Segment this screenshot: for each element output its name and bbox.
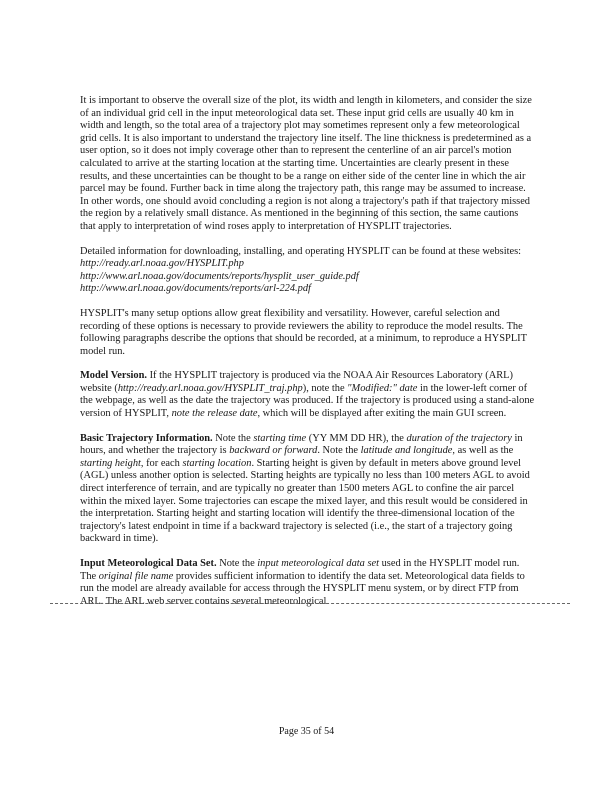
paragraph-basic-trajectory: Basic Trajectory Information. Note the starting time (YY MM DD HR), the duration of the trajectory in hours, and whether the trajectory is backward or forward. Note the latitude and longitude, as well as the starting height, for each starting location. Starting height is given by default in meters above ground level (AGL) unless another option is selected. Starting heights are typically no less than 100 meters AGL to avoid direct interference of terrain, and are typically no greater than 1500 meters AGL to confine the air parcel within the mixed layer. Some trajectories can escape the mixed layer, and this result would be considered in the interpretation. Starting height and starting location will identify the three-dimensional location of the trajectory's latest endpoint in time if a backward trajectory is selected (i.e., the start of a trajectory going backward in time). xyxy=(80,432,530,545)
paragraph-websites xyxy=(80,246,535,296)
heading-model-version: Model Version. xyxy=(80,370,147,382)
url-user-guide[interactable]: http://www.arl.noaa.gov/documents/reports/hysplit_user_guide.pdf xyxy=(80,270,359,282)
paragraph-model-version: Model Version. If the HYSPLIT trajectory is produced via the NOAA Air Resources Laboratory (ARL) website (http://ready.arl.noaa.gov/HYSPLIT_traj.php), note the "Modified:" date in the lower-left corner of the webpage, as well as the date the trajectory was produced. If the trajectory is produced using a stand-alone version of HYSPLIT, note the release date, which will be displayed after exiting the main GUI screen. xyxy=(80,370,535,420)
link-traj-web[interactable]: http://ready.arl.noaa.gov/HYSPLIT_traj.php xyxy=(117,382,303,394)
url-hysplit-home[interactable]: http://ready.arl.noaa.gov/HYSPLIT.php xyxy=(80,258,244,270)
paragraph-trajectory-caution: It is important to observe the overall size of the plot, its width and length in kilometers, and consider the size of an individual grid cell in the input meteorological data set. These input grid cells are usually 40 km in width and length, so the total area of a trajectory plot may sometimes represent only a few meteorological grid cells. It is also important to understand the trajectory line itself. The line thickness is predetermined as a user option, so it does not imply coverage other than to represent the centerline of an air parcel's motion calculated to arrive at the starting location at the starting time. Uncertainties are clearly present in these results, and these uncertainties can be thought to be a range on either side of the center line in which the air parcel may be found. Further back in time along the trajectory path, this range may be assumed to increase. In other words, one should avoid concluding a region is not along a trajectory's path if that trajectory missed the region by a relatively small distance. As mentioned in the beginning of this section, the same cautions that apply to interpretation of wind roses apply to interpretation of HYSPLIT trajectories. xyxy=(80,95,532,232)
websites-intro: Detailed information for downloading, installing, and operating HYSPLIT can be found at these websites: xyxy=(80,245,522,257)
url-arl-224[interactable]: http://www.arl.noaa.gov/documents/reports/arl-224.pdf xyxy=(80,283,311,295)
paragraph-input-meteorological: Input Meteorological Data Set. Note the input meteorological data set used in the HYSPLIT model run. The original file name provides sufficient information to identify the data set. Meteorological data fields to run the model are already available for access through the HYSPLIT menu system, or by direct FTP from ARL. The ARL web server contains several meteorological xyxy=(80,558,525,607)
heading-input-meteorological: Input Meteorological Data Set. xyxy=(80,558,217,569)
dashed-divider xyxy=(50,603,570,604)
page-number: Page 35 of 54 xyxy=(278,726,335,737)
paragraph-setup-options: HYSPLIT's many setup options allow great flexibility and versatility. However, careful selection and recording of these options is necessary to provide reviewers the ability to reproduce the model results. The following paragraphs describe the options that should be recorded, at a minimum, to reproduce a HYSPLIT model run. xyxy=(80,307,527,357)
document-body xyxy=(80,95,535,620)
heading-basic-trajectory: Basic Trajectory Information. xyxy=(80,432,213,444)
